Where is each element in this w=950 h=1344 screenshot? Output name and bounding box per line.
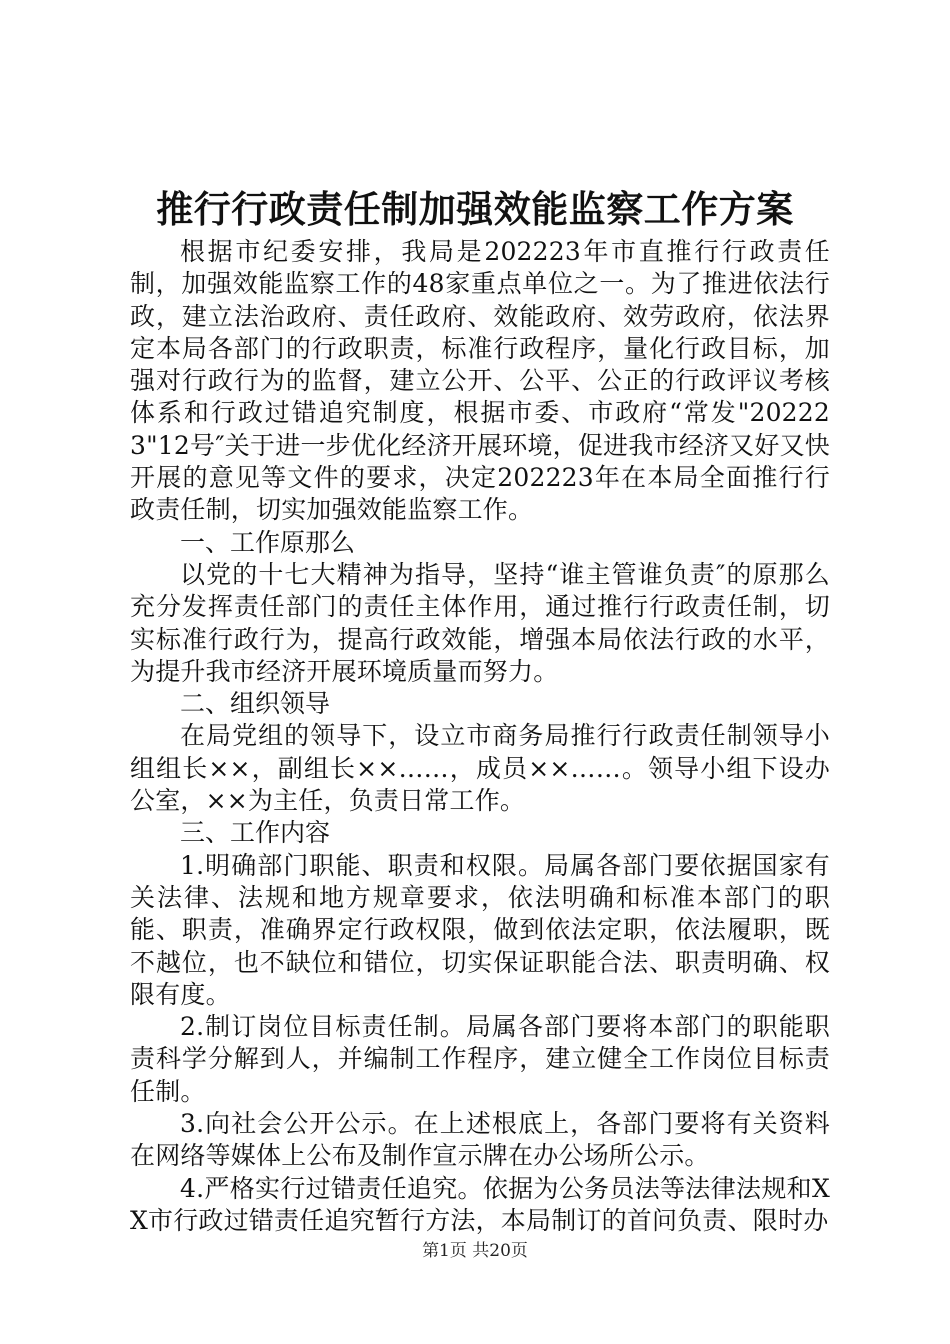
paragraph-item-1: 1.明确部门职能、职责和权限。局属各部门要依据国家有关法律、法规和地方规章要求，依法明确和标准本部门的职能、职责，准确界定行政权限，做到依法定职，依法履职，既不越位，也不缺位和错位，切实保证职能合法、职责明确、权限有度。 — [130, 850, 830, 1009]
document-body — [130, 236, 830, 1237]
paragraph-item-3: 3.向社会公开公示。在上述根底上，各部门要将有关资料在网络等媒体上公布及制作宣示牌在办公场所公示。 — [130, 1109, 830, 1171]
paragraph-item-2: 2.制订岗位目标责任制。局属各部门要将本部门的职能职责科学分解到人，并编制工作程序，建立健全工作岗位目标责任制。 — [130, 1012, 830, 1106]
paragraph-principles: 以党的十七大精神为指导，坚持“谁主管谁负责″的原那么充分发挥责任部门的责任主体作用，通过推行行政责任制，切实标准行政行为，提高行政效能，增强本局依法行政的水平，为提升我市经济开展环境质量而努力。 — [130, 559, 830, 686]
paragraph-intro: 根据市纪委安排，我局是202223年市直推行行政责任制，加强效能监察工作的48家重点单位之一。为了推进依法行政，建立法治政府、责任政府、效能政府、效劳政府，依法界定本局各部门的行政职责，标准行政程序，量化行政目标，加强对行政行为的监督，建立公开、公平、公正的行政评议考核体系和行政过错追究制度，根据市委、市政府“常发"202223"12号″关于进一步优化经济开展环境，促进我市经济又好又快开展的意见等文件的要求，决定202223年在本局全面推行行政责任制，切实加强效能监察工作。 — [130, 237, 830, 525]
section-heading-content: 三、工作内容 — [180, 818, 331, 848]
paragraph-item-4: 4.严格实行过错责任追究。依据为公务员法等法律法规和XX市行政过错责任追究暂行方法，本局制订的首问负责、限时办 — [130, 1173, 830, 1235]
section-heading-organization: 二、组织领导 — [180, 689, 331, 719]
page-number-label: 第1页 共20页 — [422, 1241, 528, 1261]
paragraph-organization: 在局党组的领导下，设立市商务局推行行政责任制领导小组组长××，副组长××……，成员××……。领导小组下设办公室，××为主任，负责日常工作。 — [130, 721, 830, 816]
document-title: 推行行政责任制加强效能监察工作方案 — [156, 187, 794, 231]
page-footer — [0, 1240, 950, 1262]
section-heading-principles: 一、工作原那么 — [180, 527, 356, 557]
